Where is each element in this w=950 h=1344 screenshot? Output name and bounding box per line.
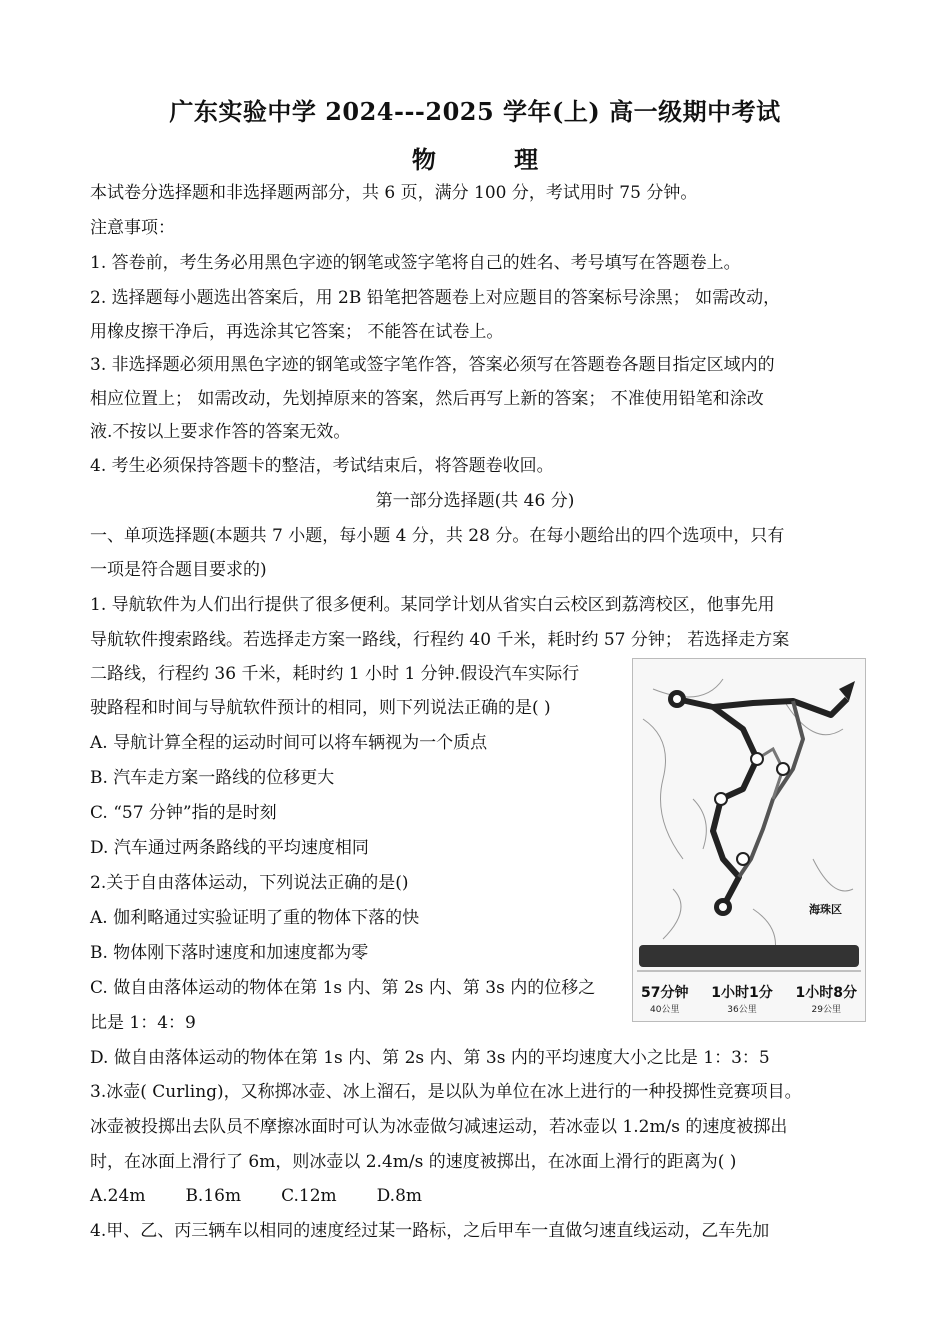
map-route-time: 1小时1分 <box>711 985 773 1001</box>
q2-stem: 2.关于自由落体运动，下列说法正确的是() <box>90 873 409 893</box>
part-instruction: 一项是符合题目要求的) <box>90 560 267 580</box>
q3-stem-line: 3.冰壶( Curling)，又称掷冰壶、冰上溜石，是以队为单位在冰上进行的一种投掷性竞赛项目。 <box>90 1082 802 1102</box>
intro-text: 本试卷分选择题和非选择题两部分，共 6 页，满分 100 分，考试用时 75 分钟。 <box>90 183 698 203</box>
map-route-distance: 29公里 <box>811 1005 841 1015</box>
map-route-card <box>641 982 688 1015</box>
q1-option-c: C. “57 分钟”指的是时刻 <box>90 803 277 823</box>
q2-option-c-cont: 比是 1：4：9 <box>90 1013 196 1033</box>
q1-stem-line: 导航软件搜索路线。若选择走方案一路线，行程约 40 千米，耗时约 57 分钟； 若选择走方案 <box>90 630 790 650</box>
map-route-options <box>641 982 857 1015</box>
part-instruction: 一、单项选择题(本题共 7 小题，每小题 4 分，共 28 分。在每小题给出的四个选项中，只有 <box>90 526 785 546</box>
subject-title: 物 理 <box>411 145 539 174</box>
q1-stem-line: 1. 导航软件为人们出行提供了很多便利。某同学计划从省实白云校区到荔湾校区，他事先用 <box>90 595 775 615</box>
map-district-label: 海珠区 <box>809 903 842 916</box>
map-route-card <box>711 982 772 1015</box>
notice-line: 2. 选择题每小题选出答案后，用 2B 铅笔把答题卷上对应题目的答案标号涂黑； 如需改动， <box>90 288 781 308</box>
q3-options <box>90 1185 462 1207</box>
q3-option-b: B.16m <box>185 1186 242 1206</box>
q1-stem-line: 驶路程和时间与导航软件预计的相同，则下列说法正确的是( ) <box>90 698 551 718</box>
notice-line: 液.不按以上要求作答的答案无效。 <box>90 422 351 442</box>
notice-heading: 注意事项： <box>90 218 175 238</box>
map-route-banner <box>639 945 859 967</box>
q2-option-b: B. 物体刚下落时速度和加速度都为零 <box>90 943 369 963</box>
q3-stem-line: 冰壶被投掷出去队员不摩擦冰面时可认为冰壶做匀减速运动，若冰壶以 1.2m/s 的速度被掷出 <box>90 1117 788 1137</box>
q2-option-d: D. 做自由落体运动的物体在第 1s 内、第 2s 内、第 3s 内的平均速度大小之比是 1：3：5 <box>90 1048 770 1068</box>
q1-option-a: A. 导航计算全程的运动时间可以将车辆视为一个质点 <box>90 733 488 753</box>
map-route-distance: 40公里 <box>650 1005 680 1015</box>
q3-option-d: D.8m <box>376 1186 423 1206</box>
q4-stem-line: 4.甲、乙、丙三辆车以相同的速度经过某一路标，之后甲车一直做匀速直线运动，乙车先加 <box>90 1221 770 1241</box>
navigation-map-figure <box>632 658 866 1022</box>
q1-stem-line: 二路线，行程约 36 千米，耗时约 1 小时 1 分钟.假设汽车实际行 <box>90 664 580 684</box>
notice-line: 1. 答卷前，考生务必用黑色字迹的钢笔或签字笔将自己的姓名、考号填写在答题卷上。 <box>90 253 741 273</box>
q2-option-c: C. 做自由落体运动的物体在第 1s 内、第 2s 内、第 3s 内的位移之 <box>90 978 596 998</box>
map-route-distance: 36公里 <box>727 1005 757 1015</box>
q3-stem-line: 时，在冰面上滑行了 6m，则冰壶以 2.4m/s 的速度被掷出，在冰面上滑行的距离为( ) <box>90 1152 737 1172</box>
q3-option-a: A.24m <box>90 1186 146 1206</box>
map-route-time: 1小时8分 <box>795 985 857 1001</box>
q1-option-b: B. 汽车走方案一路线的位移更大 <box>90 768 335 788</box>
q2-option-a: A. 伽利略通过实验证明了重的物体下落的快 <box>90 908 420 928</box>
notice-line: 3. 非选择题必须用黑色字迹的钢笔或签字笔作答，答案必须写在答题卷各题目指定区域内的 <box>90 355 775 375</box>
q1-option-d: D. 汽车通过两条路线的平均速度相同 <box>90 838 369 858</box>
notice-line: 4. 考生必须保持答题卡的整洁，考试结束后，将答题卷收回。 <box>90 456 554 476</box>
section-heading: 第一部分选择题(共 46 分) <box>375 491 575 511</box>
notice-line: 用橡皮擦干净后，再选涂其它答案； 不能答在试卷上。 <box>90 322 504 342</box>
exam-title: 广东实验中学 2024---2025 学年(上) 高一级期中考试 <box>169 97 781 126</box>
q3-option-c: C.12m <box>281 1186 337 1206</box>
map-route-time: 57分钟 <box>641 985 689 1001</box>
notice-line: 相应位置上； 如需改动，先划掉原来的答案，然后再写上新的答案； 不准使用铅笔和涂改 <box>90 389 764 409</box>
map-route-card <box>796 982 857 1015</box>
